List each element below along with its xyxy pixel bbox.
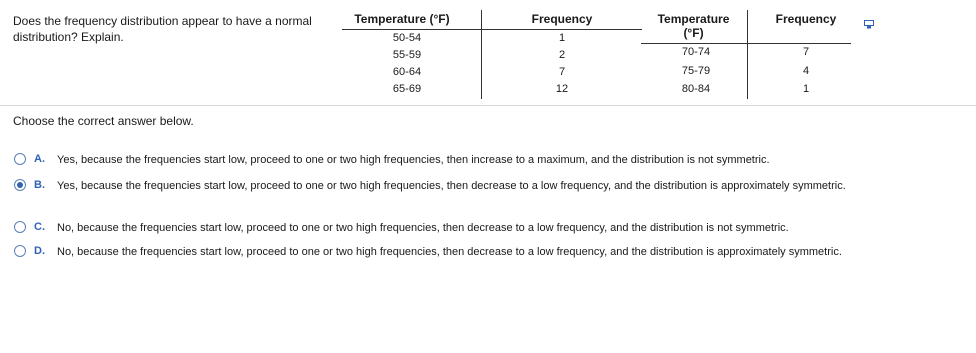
- table-cell: 2: [558, 49, 566, 61]
- option-letter: A.: [34, 153, 45, 165]
- table-cell: 75-79: [681, 65, 711, 77]
- table-cell: 55-59: [392, 49, 422, 61]
- table-divider: [747, 10, 748, 99]
- option-text: No, because the frequencies start low, proceed to one or two high frequencies, then decrease to a low frequency, and the distribution is not symmetric.: [57, 222, 789, 234]
- option-letter: B.: [34, 179, 45, 191]
- table-header-frequency: Frequency: [531, 12, 593, 26]
- table-header-temperature: Temperature (°F): [354, 12, 450, 26]
- table-header-units: (°F): [683, 26, 704, 40]
- table-cell: 60-64: [392, 66, 422, 78]
- table-cell: 65-69: [392, 83, 422, 95]
- option-letter: C.: [34, 221, 45, 233]
- question-text: Does the frequency distribution appear to have a normal distribution? Explain.: [13, 14, 312, 44]
- option-text: Yes, because the frequencies start low, proceed to one or two high frequencies, then decrease to a low frequency, and the distribution is approximately symmetric.: [57, 180, 846, 192]
- table-divider: [481, 10, 482, 99]
- answer-prompt: Choose the correct answer below.: [13, 114, 194, 128]
- option-text: No, because the frequencies start low, proceed to one or two high frequencies, then decrease to a low frequency, and the distribution is approximately symmetric.: [57, 246, 842, 258]
- table-cell: 80-84: [681, 83, 711, 95]
- table-cell: 7: [802, 46, 810, 58]
- popout-icon[interactable]: [864, 20, 874, 29]
- radio-button[interactable]: [14, 245, 26, 257]
- table-header-frequency: Frequency: [775, 12, 837, 26]
- table-header-temperature: Temperature: [657, 12, 730, 26]
- radio-button-selected[interactable]: [14, 179, 26, 191]
- table-cell: 12: [555, 83, 569, 95]
- radio-button[interactable]: [14, 153, 26, 165]
- table-cell: 4: [802, 65, 810, 77]
- table-divider: [641, 43, 851, 44]
- table-divider: [342, 29, 642, 30]
- table-cell: 7: [558, 66, 566, 78]
- section-divider: [0, 105, 976, 106]
- table-cell: 50-54: [392, 32, 422, 44]
- radio-button[interactable]: [14, 221, 26, 233]
- table-cell: 70-74: [681, 46, 711, 58]
- option-text: Yes, because the frequencies start low, proceed to one or two high frequencies, then increase to a maximum, and the distribution is not symmetric.: [57, 154, 770, 166]
- option-letter: D.: [34, 245, 45, 257]
- table-cell: 1: [558, 32, 566, 44]
- table-cell: 1: [802, 83, 810, 95]
